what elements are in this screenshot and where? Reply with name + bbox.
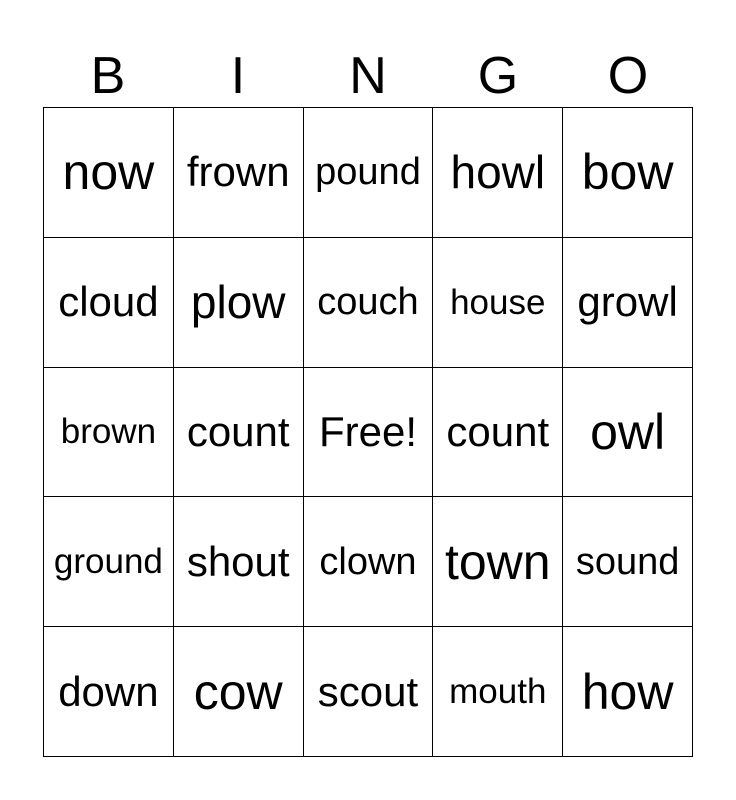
cell-word: count	[446, 407, 550, 455]
cell-word: how	[581, 663, 674, 720]
bingo-cell-r5-c4[interactable]	[433, 627, 563, 757]
bingo-cell-r5-c5[interactable]	[563, 627, 693, 757]
cell-word: now	[62, 144, 155, 201]
cell-word: count	[186, 407, 290, 455]
cell-word: Free!	[318, 407, 417, 455]
bingo-cell-r1-c1[interactable]	[44, 108, 174, 238]
bingo-cell-r2-c2[interactable]	[174, 238, 304, 368]
bingo-cell-r5-c1[interactable]	[44, 627, 174, 757]
bingo-board	[43, 107, 693, 757]
bingo-cell-r2-c3[interactable]	[304, 238, 434, 368]
cell-word: frown	[186, 148, 290, 196]
cell-word: couch	[317, 281, 419, 324]
bingo-cell-r3-c5[interactable]	[563, 368, 693, 498]
cell-word: clown	[319, 540, 417, 583]
cell-word: bow	[581, 144, 674, 201]
cell-word: down	[58, 667, 159, 715]
bingo-cell-r4-c3[interactable]	[304, 497, 434, 627]
bingo-cell-r3-c1[interactable]	[44, 368, 174, 498]
cell-word: sound	[575, 540, 680, 583]
bingo-cell-r1-c4[interactable]	[433, 108, 563, 238]
cell-word: howl	[450, 146, 546, 199]
bingo-header	[43, 44, 693, 108]
bingo-cell-r2-c5[interactable]	[563, 238, 693, 368]
cell-word: plow	[190, 276, 286, 329]
cell-word: owl	[590, 403, 666, 460]
header-letter-n: N	[349, 47, 387, 105]
bingo-cell-free-space[interactable]	[304, 368, 434, 498]
bingo-cell-r1-c5[interactable]	[563, 108, 693, 238]
cell-word: brown	[60, 412, 157, 452]
bingo-cell-r2-c4[interactable]	[433, 238, 563, 368]
cell-word: cow	[193, 663, 283, 720]
bingo-cell-r4-c1[interactable]	[44, 497, 174, 627]
cell-word: mouth	[449, 672, 547, 712]
cell-word: scout	[317, 667, 419, 715]
header-letter-i: I	[230, 47, 246, 105]
bingo-cell-r4-c4[interactable]	[433, 497, 563, 627]
bingo-cell-r1-c2[interactable]	[174, 108, 304, 238]
bingo-cell-r4-c2[interactable]	[174, 497, 304, 627]
bingo-cell-r5-c2[interactable]	[174, 627, 304, 757]
bingo-cell-r4-c5[interactable]	[563, 497, 693, 627]
cell-word: cloud	[58, 278, 159, 326]
header-letter-o: O	[607, 47, 649, 105]
cell-word: ground	[53, 542, 163, 582]
header-letter-b: B	[90, 47, 126, 105]
cell-word: pound	[315, 151, 421, 194]
bingo-cell-r1-c3[interactable]	[304, 108, 434, 238]
cell-word: town	[444, 533, 551, 590]
header-letter-g: G	[477, 47, 519, 105]
bingo-cell-r3-c2[interactable]	[174, 368, 304, 498]
bingo-cell-r3-c4[interactable]	[433, 368, 563, 498]
bingo-cell-r2-c1[interactable]	[44, 238, 174, 368]
cell-word: shout	[186, 537, 290, 585]
bingo-cell-r5-c3[interactable]	[304, 627, 434, 757]
cell-word: house	[450, 282, 546, 322]
cell-word: growl	[577, 278, 678, 326]
